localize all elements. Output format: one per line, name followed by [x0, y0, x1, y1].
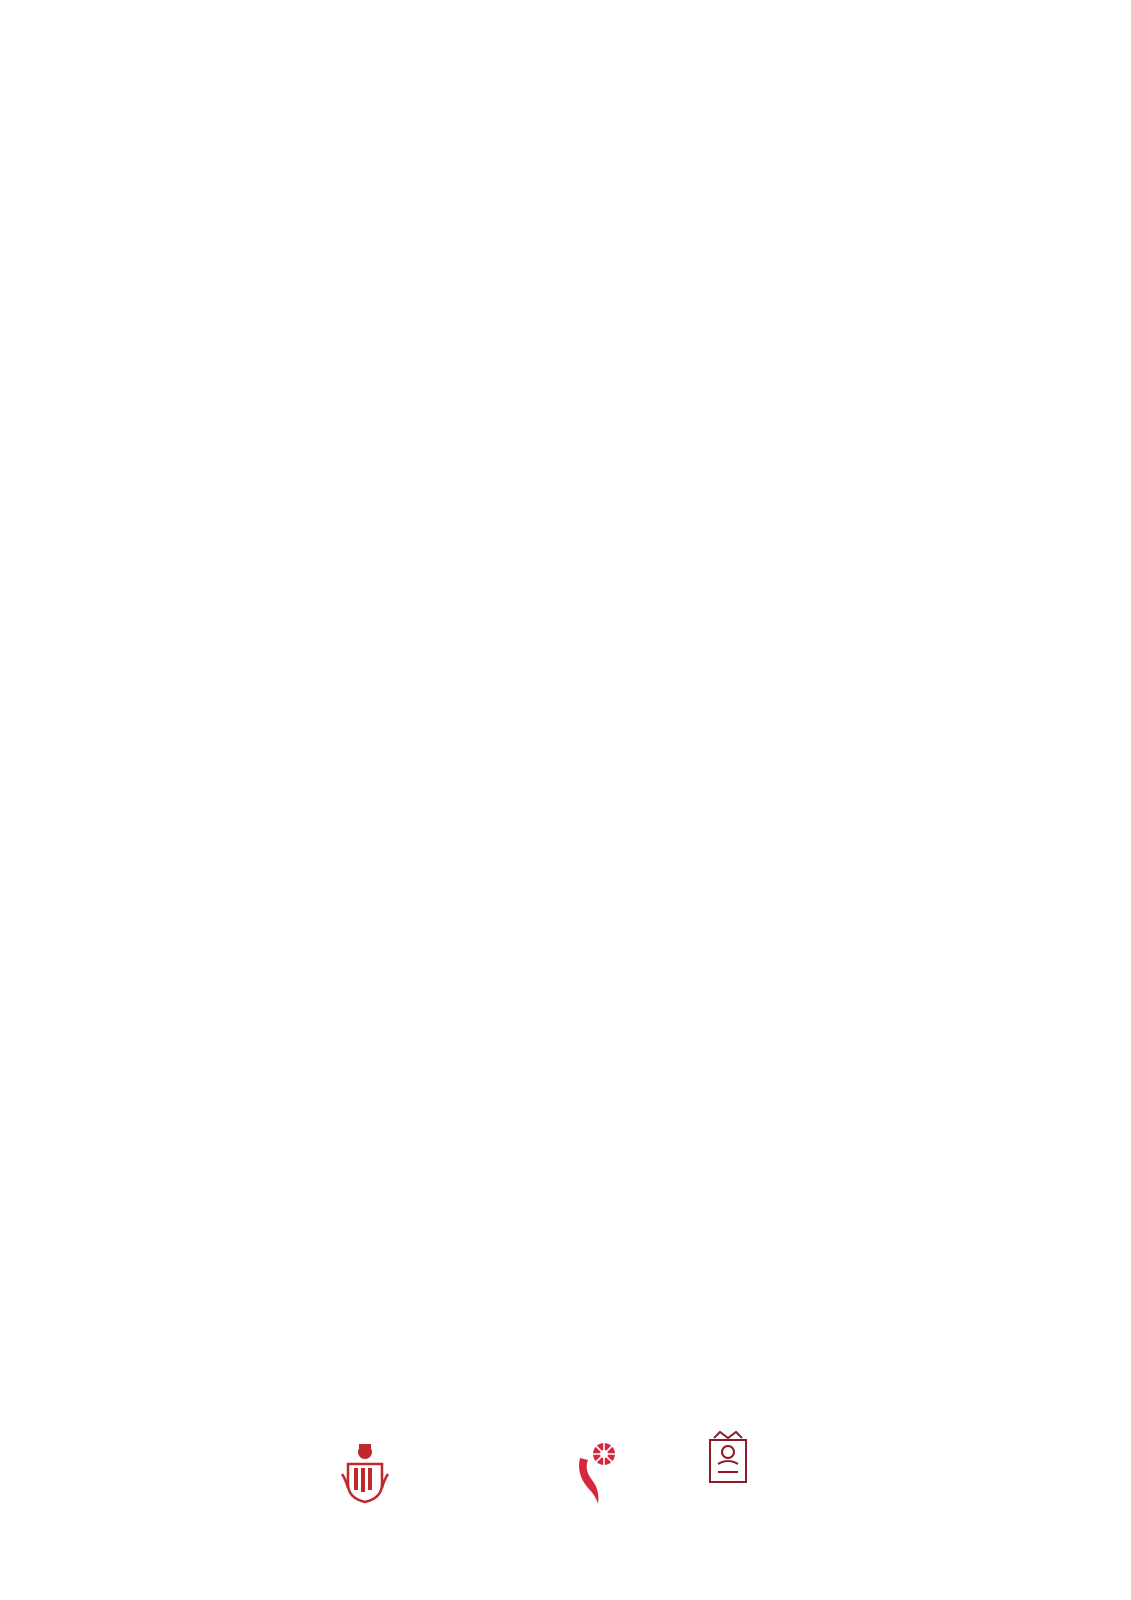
cirialots-photo-closeup [318, 372, 758, 672]
city-crest-icon [340, 1440, 390, 1506]
ajuntament-logo [340, 1440, 540, 1506]
festes-logo [574, 1440, 674, 1506]
cirialots-photo-group [352, 912, 772, 1122]
festes-flower-icon [574, 1440, 624, 1506]
museu-corpus-logo [704, 1430, 752, 1506]
cirialots-photo-group [352, 686, 772, 891]
museu-emblem-icon [704, 1430, 752, 1486]
